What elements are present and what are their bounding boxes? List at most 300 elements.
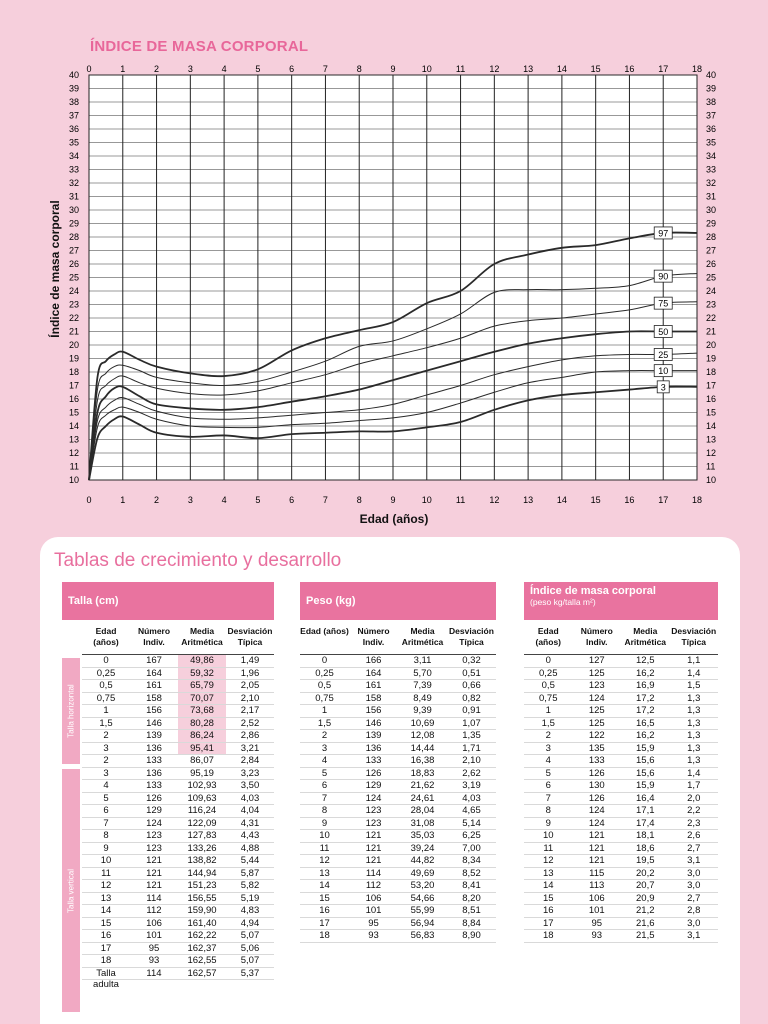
table-cell: 16,5	[636, 717, 655, 729]
table-cell: 144,94	[187, 867, 217, 879]
y-tick-label-left: 24	[68, 286, 79, 296]
table-cell: 2,8	[687, 905, 701, 916]
table-cell: 8,20	[462, 892, 481, 904]
table-row	[524, 793, 718, 806]
table-row	[300, 780, 496, 793]
table-cell: 3	[103, 742, 109, 754]
table-cell: 73,68	[178, 705, 226, 717]
table-cell: 1,4	[687, 667, 701, 679]
table-cell: 17	[319, 917, 330, 929]
table-cell: 18,1	[636, 830, 655, 841]
y-tick-label-left: 33	[68, 164, 79, 175]
table-cell: 1,96	[240, 667, 260, 679]
percentile-label-90: 90	[658, 271, 669, 282]
x-tick-label-top: 0	[86, 64, 92, 74]
table-cell: 133	[365, 755, 382, 766]
y-tick-label-left: 40	[68, 70, 79, 80]
table-cell: 121	[588, 842, 605, 854]
table-cell: 3,19	[462, 780, 481, 791]
y-tick-label-right: 34	[706, 151, 717, 161]
table-row	[524, 930, 718, 943]
table-cell: 130	[588, 780, 605, 791]
y-tick-label-left: 36	[68, 124, 79, 134]
table-row	[82, 967, 274, 990]
imc-table	[524, 582, 718, 943]
y-tick-label-right: 36	[706, 124, 717, 134]
table-row	[300, 868, 496, 881]
table-cell: 0	[545, 655, 551, 666]
table-row	[82, 843, 274, 856]
table-cell: 146	[365, 717, 382, 729]
y-tick-label-right: 39	[706, 83, 717, 94]
table-row	[524, 830, 718, 843]
y-tick-label-left: 27	[68, 245, 79, 256]
x-tick-label-bottom: 10	[421, 495, 432, 505]
table-cell: 4	[545, 755, 551, 766]
table-cell: 112	[146, 905, 162, 916]
table-row	[82, 680, 274, 693]
table-row	[524, 868, 718, 881]
table-cell: 2,7	[687, 842, 701, 854]
x-tick-label-top: 10	[421, 64, 432, 74]
table-cell: 5,82	[240, 880, 260, 891]
table-cell: 80,28	[178, 718, 226, 730]
table-cell: 15,9	[636, 780, 655, 791]
table-cell: 59,32	[178, 668, 226, 680]
table-row	[300, 693, 496, 706]
table-cell: 6	[321, 780, 328, 791]
y-tick-label-right: 35	[706, 137, 717, 148]
column-header: Número Indiv.	[357, 626, 390, 647]
table-cell: 125	[588, 667, 605, 679]
column-header: Media Aritmética	[401, 626, 444, 647]
y-tick-label-left: 37	[68, 110, 79, 121]
table-cell: 17,4	[636, 817, 655, 829]
x-tick-label-bottom: 2	[154, 495, 160, 505]
table-cell: 8,84	[462, 917, 481, 929]
table-row	[300, 893, 496, 906]
y-tick-label-right: 37	[706, 110, 717, 121]
table-cell: 11	[319, 842, 330, 854]
table-cell: 15	[319, 892, 330, 904]
column-header: Edad (años)	[535, 626, 561, 647]
table-cell: 20,7	[636, 880, 655, 891]
table-cell: 9,39	[413, 705, 432, 716]
x-tick-label-bottom: 14	[556, 495, 567, 505]
table-cell: 8,90	[462, 930, 481, 941]
table-cell: 106	[588, 892, 605, 904]
table-cell: 12	[319, 855, 330, 866]
table-cell: 44,82	[410, 855, 435, 866]
y-tick-label-right: 20	[706, 340, 717, 350]
table-cell: 1,5	[541, 717, 555, 729]
table-cell: 109,63	[187, 792, 217, 804]
x-tick-label-bottom: 1	[120, 495, 126, 505]
table-row	[300, 655, 496, 668]
table-cell: 114	[146, 967, 162, 979]
table-cell: 136	[146, 767, 162, 779]
table-cell: 39,24	[410, 842, 435, 854]
percentile-label-50: 50	[658, 327, 669, 337]
imc-column-headers	[524, 626, 718, 655]
y-tick-label-left: 15	[68, 407, 79, 418]
table-row	[300, 718, 496, 731]
table-cell: 161	[146, 680, 162, 691]
table-row	[82, 955, 274, 968]
table-cell: 167	[146, 655, 162, 666]
table-cell: 133	[146, 780, 162, 791]
y-tick-label-left: 14	[68, 421, 79, 431]
table-cell: 4,03	[462, 792, 481, 804]
table-cell: 133	[588, 755, 605, 766]
y-tick-label-left: 13	[68, 434, 79, 445]
table-cell: 124	[365, 792, 382, 804]
table-cell: 1,7	[687, 780, 701, 791]
x-tick-label-bottom: 6	[289, 495, 295, 505]
column-header: Media Aritmética	[624, 626, 667, 647]
x-tick-label-bottom: 9	[390, 495, 396, 505]
table-cell: 2	[103, 730, 109, 741]
column-header: Desviación Típica	[449, 626, 494, 647]
table-cell: 2,84	[240, 755, 260, 766]
table-cell: 18,6	[636, 842, 655, 854]
table-cell: 0,25	[96, 667, 116, 679]
x-tick-label-top: 7	[322, 64, 328, 74]
column-header: Edad (años)	[93, 626, 119, 647]
table-cell: 125	[588, 717, 605, 729]
x-tick-label-bottom: 4	[221, 495, 227, 505]
table-cell: 158	[365, 692, 382, 704]
table-cell: 156	[146, 705, 162, 716]
y-tick-label-right: 25	[706, 272, 717, 283]
table-cell: 53,20	[410, 880, 435, 891]
table-cell: 3,0	[687, 917, 701, 929]
table-cell: 0,5	[99, 680, 113, 691]
table-cell: 116,24	[187, 805, 217, 816]
table-cell: 5,37	[240, 967, 260, 979]
table-cell: 1	[545, 705, 551, 716]
y-tick-label-left: 32	[68, 178, 79, 188]
x-tick-label-top: 13	[523, 64, 534, 74]
table-row	[524, 768, 718, 781]
table-cell: 19,5	[636, 855, 655, 866]
table-cell: 101	[146, 930, 162, 941]
table-cell: 11	[543, 842, 554, 854]
y-tick-label-left: 20	[68, 340, 79, 350]
table-cell: 8	[545, 805, 551, 816]
table-cell: 127,83	[187, 830, 217, 841]
peso-table	[300, 582, 496, 943]
table-row	[524, 705, 718, 718]
y-tick-label-right: 22	[706, 313, 717, 323]
table-row	[82, 880, 274, 893]
table-row	[82, 755, 274, 768]
table-cell: 6,25	[462, 830, 481, 841]
y-tick-label-right: 31	[706, 191, 717, 202]
table-cell: 21,6	[636, 917, 655, 929]
table-cell: 16,4	[636, 792, 655, 804]
table-cell: 0,75	[96, 692, 116, 704]
table-cell: 17,2	[636, 692, 655, 704]
percentile-label-97: 97	[658, 228, 669, 239]
table-cell: 16,9	[636, 680, 655, 691]
table-cell: 123	[365, 817, 382, 829]
x-tick-label-bottom: 15	[590, 495, 601, 505]
x-tick-label-bottom: 7	[322, 495, 328, 505]
table-cell: 21,62	[410, 780, 435, 791]
table-cell: 112	[365, 880, 382, 891]
table-cell: 5,70	[413, 667, 432, 679]
table-cell: 1,49	[240, 655, 260, 666]
x-tick-label-top: 6	[289, 64, 295, 74]
table-cell: 115	[589, 867, 605, 879]
table-cell: 18	[100, 955, 112, 966]
table-cell: 13	[100, 892, 112, 904]
column-header: Número Indiv.	[137, 626, 171, 647]
table-cell: 106	[365, 892, 382, 904]
table-cell: 5,07	[240, 955, 260, 966]
table-row	[300, 830, 496, 843]
x-tick-label-top: 8	[356, 64, 362, 74]
y-tick-label-right: 17	[706, 380, 717, 391]
table-cell: 54,66	[410, 892, 435, 904]
table-cell: 12	[100, 880, 112, 891]
x-tick-label-top: 15	[590, 64, 601, 74]
table-cell: 161	[365, 680, 382, 691]
table-cell: 0,91	[462, 705, 481, 716]
table-row	[82, 918, 274, 931]
table-cell: 151,23	[187, 880, 217, 891]
table-cell: 95,41	[178, 743, 226, 755]
table-cell: 18,83	[410, 767, 435, 779]
y-tick-label-right: 33	[706, 164, 717, 175]
y-tick-label-left: 34	[68, 151, 79, 161]
table-cell: 16,2	[636, 667, 655, 679]
table-cell: 14	[542, 880, 554, 891]
table-cell: 101	[588, 905, 605, 916]
table-cell: 3,1	[687, 855, 701, 866]
y-tick-label-left: 35	[68, 137, 79, 148]
x-tick-label-bottom: 5	[255, 495, 261, 505]
table-cell: 162,37	[187, 942, 217, 954]
table-cell: 2,0	[687, 792, 701, 804]
y-tick-label-left: 19	[68, 353, 79, 364]
table-cell: 162,22	[187, 930, 217, 941]
table-cell: 0	[321, 655, 328, 666]
table-cell: 95	[591, 917, 603, 929]
table-cell: 8	[321, 805, 328, 816]
table-row	[300, 668, 496, 681]
table-cell: 1,3	[687, 755, 701, 766]
column-header: Desviación Típica	[671, 626, 717, 647]
percentile-label-25: 25	[658, 349, 669, 360]
y-tick-label-left: 16	[68, 394, 79, 404]
table-row	[82, 730, 274, 743]
table-cell: 133	[146, 755, 162, 766]
table-row	[524, 680, 718, 693]
table-cell: 0,25	[315, 667, 334, 679]
x-tick-label-top: 3	[187, 64, 193, 74]
table-cell: 2,86	[240, 730, 260, 741]
table-cell: 133,26	[187, 842, 217, 854]
table-cell: 20,2	[636, 867, 655, 879]
imc-table-header	[524, 582, 718, 620]
table-cell: 18	[319, 930, 330, 941]
table-cell: 15	[100, 917, 112, 929]
peso-table-header: Peso (kg)	[300, 582, 496, 620]
table-cell: 7	[321, 792, 328, 804]
table-row	[82, 930, 274, 943]
table-cell: 162,55	[187, 955, 217, 966]
table-cell: 95	[148, 942, 160, 954]
x-tick-label-top: 16	[624, 64, 635, 74]
x-tick-label-top: 1	[120, 64, 126, 74]
table-cell: 8,41	[462, 880, 481, 891]
table-cell: 12,08	[410, 730, 435, 741]
table-row	[524, 780, 718, 793]
table-row	[82, 868, 274, 881]
talla-column-headers	[82, 626, 274, 655]
chart-title: ÍNDICE DE MASA CORPORAL	[90, 38, 309, 55]
table-cell: 2,52	[240, 717, 260, 729]
table-cell: 13	[542, 867, 554, 879]
table-cell: 121	[146, 855, 162, 866]
y-tick-label-left: 26	[68, 259, 79, 269]
y-tick-label-left: 18	[68, 367, 79, 377]
table-cell: 4,31	[240, 817, 260, 829]
table-cell: 156,55	[187, 892, 217, 904]
percentile-label-10: 10	[658, 366, 669, 377]
column-header: Número Indiv.	[580, 626, 613, 647]
table-cell: 4,65	[462, 805, 481, 816]
table-cell: 9	[545, 817, 551, 829]
table-cell: 124	[588, 692, 605, 704]
table-row	[300, 805, 496, 818]
table-cell: 139	[365, 730, 382, 741]
table-cell: 161,40	[187, 917, 217, 929]
table-cell: 2,17	[240, 705, 260, 716]
table-cell: 86,24	[178, 730, 226, 742]
y-tick-label-left: 10	[68, 475, 79, 485]
table-row	[300, 818, 496, 831]
table-cell: 24,61	[410, 792, 435, 804]
table-cell: 8,52	[462, 867, 481, 879]
y-tick-label-right: 12	[706, 448, 717, 458]
table-row	[524, 755, 718, 768]
table-cell: 4,04	[240, 805, 260, 816]
table-cell: 16,38	[410, 755, 435, 766]
table-cell: 93	[591, 930, 603, 941]
y-tick-label-left: 31	[68, 191, 79, 202]
x-axis-label: Edad (años)	[359, 512, 429, 526]
table-cell: 121	[588, 830, 605, 841]
table-cell: 12,5	[636, 655, 655, 666]
x-tick-label-bottom: 13	[523, 495, 534, 505]
x-tick-label-bottom: 12	[489, 495, 500, 505]
table-cell: 2,7	[687, 892, 701, 904]
table-cell: 164	[365, 667, 382, 679]
table-cell: 1,1	[687, 655, 701, 666]
table-cell: 3	[103, 767, 109, 779]
table-cell: 0,5	[317, 680, 332, 691]
table-row	[524, 905, 718, 918]
x-tick-label-top: 17	[658, 64, 669, 74]
table-cell: 101	[365, 905, 382, 916]
table-cell: 1,3	[687, 717, 701, 729]
table-row	[300, 755, 496, 768]
table-cell: 95,19	[190, 767, 214, 779]
table-cell: 14	[100, 905, 112, 916]
table-cell: 129	[365, 780, 382, 791]
table-cell: 2,10	[240, 692, 260, 704]
table-cell: 138,82	[187, 855, 217, 866]
table-cell: 17,1	[636, 805, 655, 816]
table-cell: 12	[542, 855, 554, 866]
table-cell: 49,86	[178, 655, 226, 667]
y-tick-label-left: 12	[68, 448, 79, 458]
table-cell: 6	[545, 780, 551, 791]
table-cell: 35,03	[410, 830, 435, 841]
table-cell: 5,19	[240, 892, 260, 904]
table-cell: 5,07	[240, 930, 260, 941]
table-cell: 5	[103, 792, 109, 804]
table-cell: 3,50	[240, 780, 260, 791]
y-tick-label-left: 22	[68, 313, 79, 323]
table-cell: 121	[146, 867, 162, 879]
table-row	[300, 730, 496, 743]
x-tick-label-top: 9	[390, 64, 396, 74]
table-cell: 121	[365, 842, 382, 854]
table-row	[300, 918, 496, 931]
table-row	[300, 843, 496, 856]
table-row	[524, 918, 718, 931]
x-tick-label-bottom: 17	[658, 495, 669, 505]
table-cell: 2	[321, 730, 328, 741]
table-row	[524, 655, 718, 668]
y-tick-label-left: 17	[68, 380, 79, 391]
imc-table-subtitle: (peso kg/talla m²)	[530, 597, 596, 607]
table-row	[300, 905, 496, 918]
table-cell: 9	[321, 817, 328, 829]
x-tick-label-bottom: 8	[356, 495, 362, 505]
table-cell: 93	[368, 930, 379, 941]
y-tick-label-right: 15	[706, 407, 717, 418]
table-cell: 86,07	[190, 755, 214, 766]
table-row	[524, 880, 718, 893]
y-tick-label-right: 13	[706, 434, 717, 445]
table-cell: 93	[148, 955, 160, 966]
table-cell: 106	[146, 917, 162, 929]
y-tick-label-left: 23	[68, 299, 79, 310]
table-cell: 15,6	[636, 767, 655, 779]
table-cell: 4,83	[240, 905, 260, 916]
y-tick-label-left: 21	[68, 326, 79, 337]
table-cell: 129	[146, 805, 162, 816]
table-row	[82, 793, 274, 806]
table-cell: 123	[146, 842, 162, 854]
table-cell: 6	[103, 805, 109, 816]
y-tick-label-right: 19	[706, 353, 717, 364]
table-cell: 1,35	[462, 730, 481, 741]
table-cell: 1,07	[462, 717, 481, 729]
table-row	[82, 805, 274, 818]
table-cell: 1,3	[687, 705, 701, 716]
table-cell: 4	[103, 780, 109, 791]
table-cell: 125	[588, 705, 605, 716]
table-cell: 17	[542, 917, 554, 929]
y-tick-label-left: 25	[68, 272, 79, 283]
table-cell: 135	[588, 742, 605, 754]
